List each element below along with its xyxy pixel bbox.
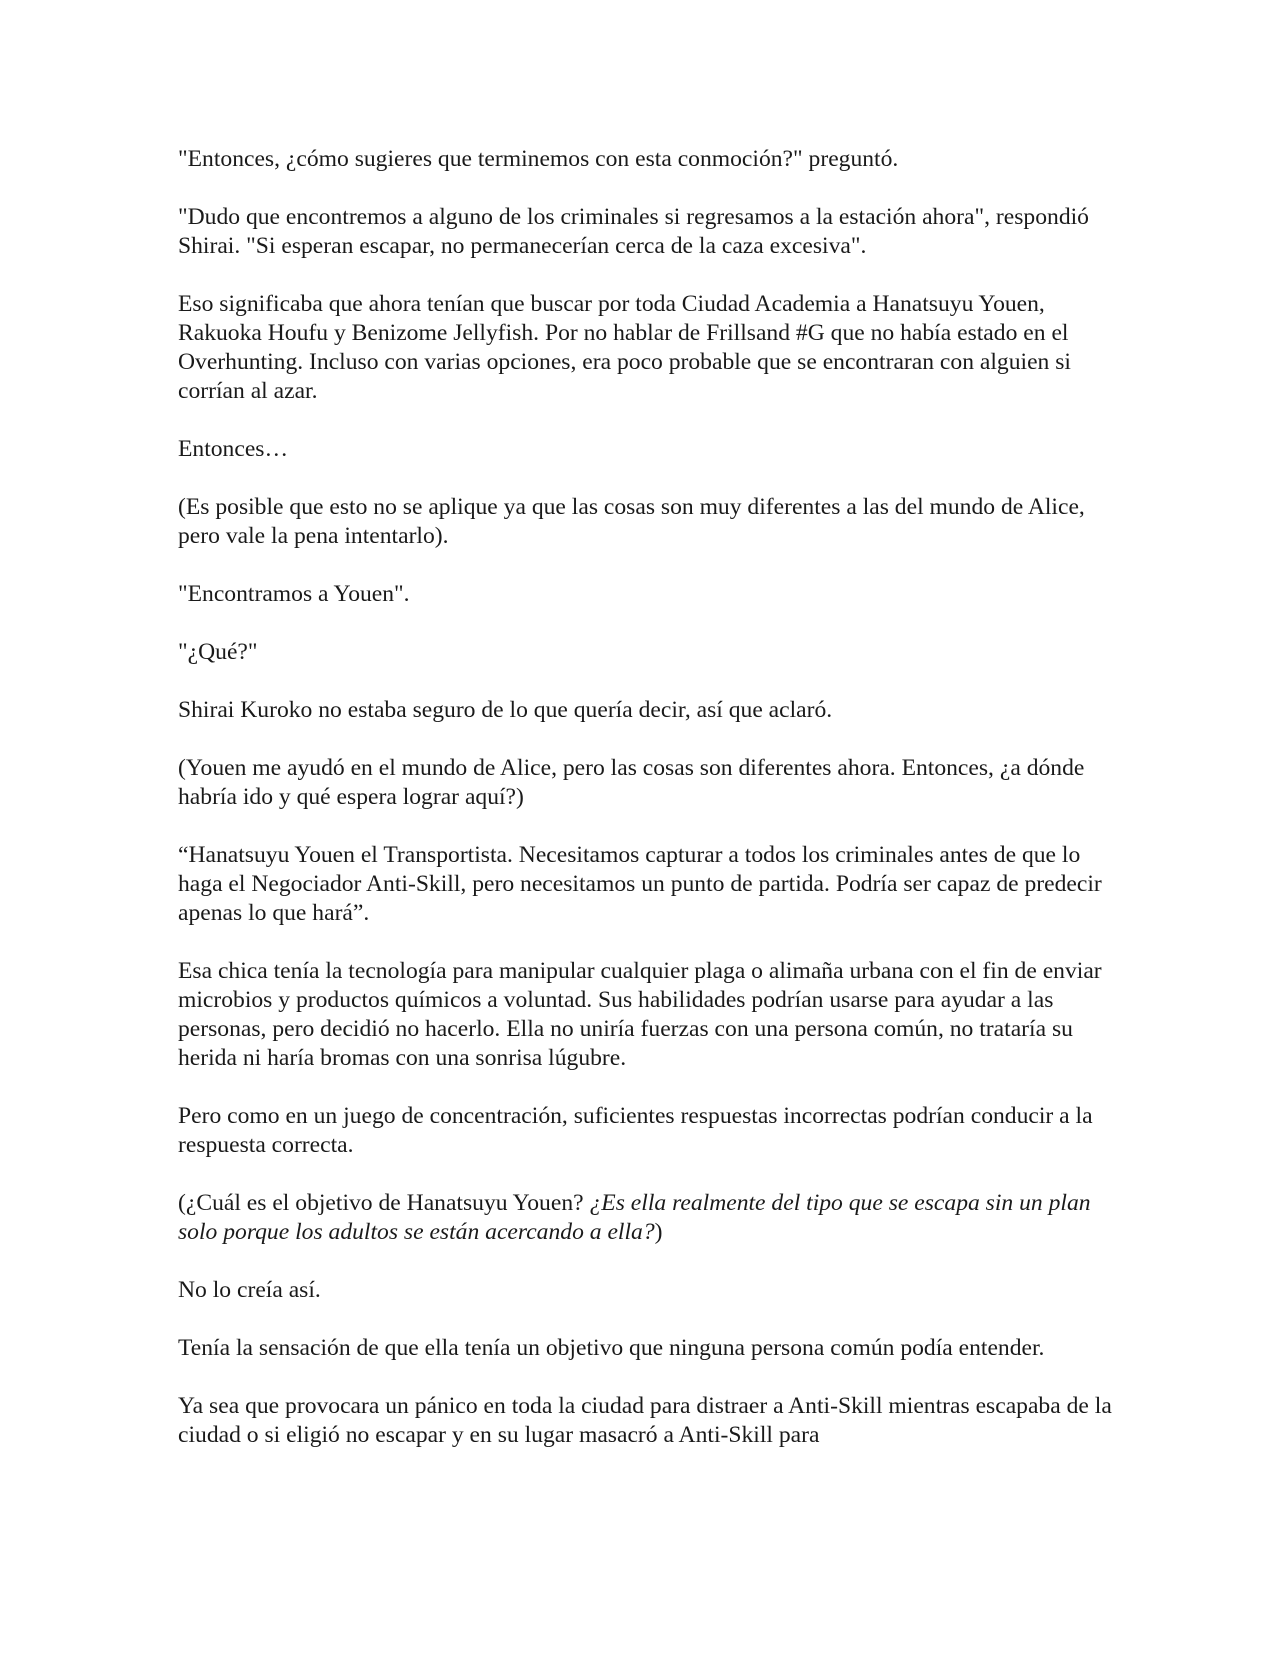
paragraph-13-close: ): [654, 1219, 663, 1245]
paragraph-12: Pero como en un juego de concentración, suficientes respuestas incorrectas podrían conducir a la respuesta correcta.: [178, 1103, 1093, 1158]
paragraph-8: Shirai Kuroko no estaba seguro de lo que quería decir, así que aclaró.: [178, 697, 833, 723]
paragraph-9: (Youen me ayudó en el mundo de Alice, pero las cosas son diferentes ahora. Entonces, ¿a dónde habría ido y qué espera lograr aquí?): [178, 755, 1085, 810]
paragraph-11: Esa chica tenía la tecnología para manipular cualquier plaga o alimaña urbana con el fin de enviar microbios y productos químicos a voluntad. Sus habilidades podrían usarse para ayudar a las personas, pero decidió no hacerlo. Ella no uniría fuerzas con una persona común, no trataría su herida ni haría bromas con una sonrisa lúgubre.: [178, 958, 1102, 1071]
paragraph-16: Ya sea que provocara un pánico en toda la ciudad para distraer a Anti-Skill mientras escapaba de la ciudad o si eligió no escapar y en su lugar masacró a Anti-Skill para: [178, 1393, 1112, 1448]
paragraph-2: "Dudo que encontremos a alguno de los criminales si regresamos a la estación ahora", respondió Shirai. "Si esperan escapar, no permanecerían cerca de la caza excesiva".: [178, 204, 1089, 259]
paragraph-10: “Hanatsuyu Youen el Transportista. Necesitamos capturar a todos los criminales antes de que lo haga el Negociador Anti-Skill, pero necesitamos un punto de partida. Podría ser capaz de predecir apenas lo que hará”.: [178, 842, 1102, 926]
paragraph-15: Tenía la sensación de que ella tenía un objetivo que ninguna persona común podía entender.: [178, 1335, 1045, 1361]
paragraph-7: "¿Qué?": [178, 639, 258, 665]
paragraph-14: No lo creía así.: [178, 1277, 321, 1303]
paragraph-13-open: (¿Cuál es el objetivo de Hanatsuyu Youen?: [178, 1190, 590, 1216]
document-body: [178, 145, 1118, 1479]
paragraph-6: "Encontramos a Youen".: [178, 581, 410, 607]
paragraph-1: "Entonces, ¿cómo sugieres que terminemos con esta conmoción?" preguntó.: [178, 146, 899, 172]
paragraph-4: Entonces…: [178, 436, 289, 462]
paragraph-5: (Es posible que esto no se aplique ya que las cosas son muy diferentes a las del mundo de Alice, pero vale la pena intentarlo).: [178, 494, 1085, 549]
paragraph-3: Eso significaba que ahora tenían que buscar por toda Ciudad Academia a Hanatsuyu Youen, Rakuoka Houfu y Benizome Jellyfish. Por no hablar de Frillsand #G que no había estado en el Overhunting. Incluso con varias opciones, era poco probable que se encontraran con alguien si corrían al azar.: [178, 291, 1071, 404]
paragraph-13-italic: ¿Es ella realmente del tipo que se escapa sin un plan solo porque los adultos se están acercando a ella?: [178, 1190, 1091, 1245]
paragraph-13: [178, 1189, 1118, 1247]
